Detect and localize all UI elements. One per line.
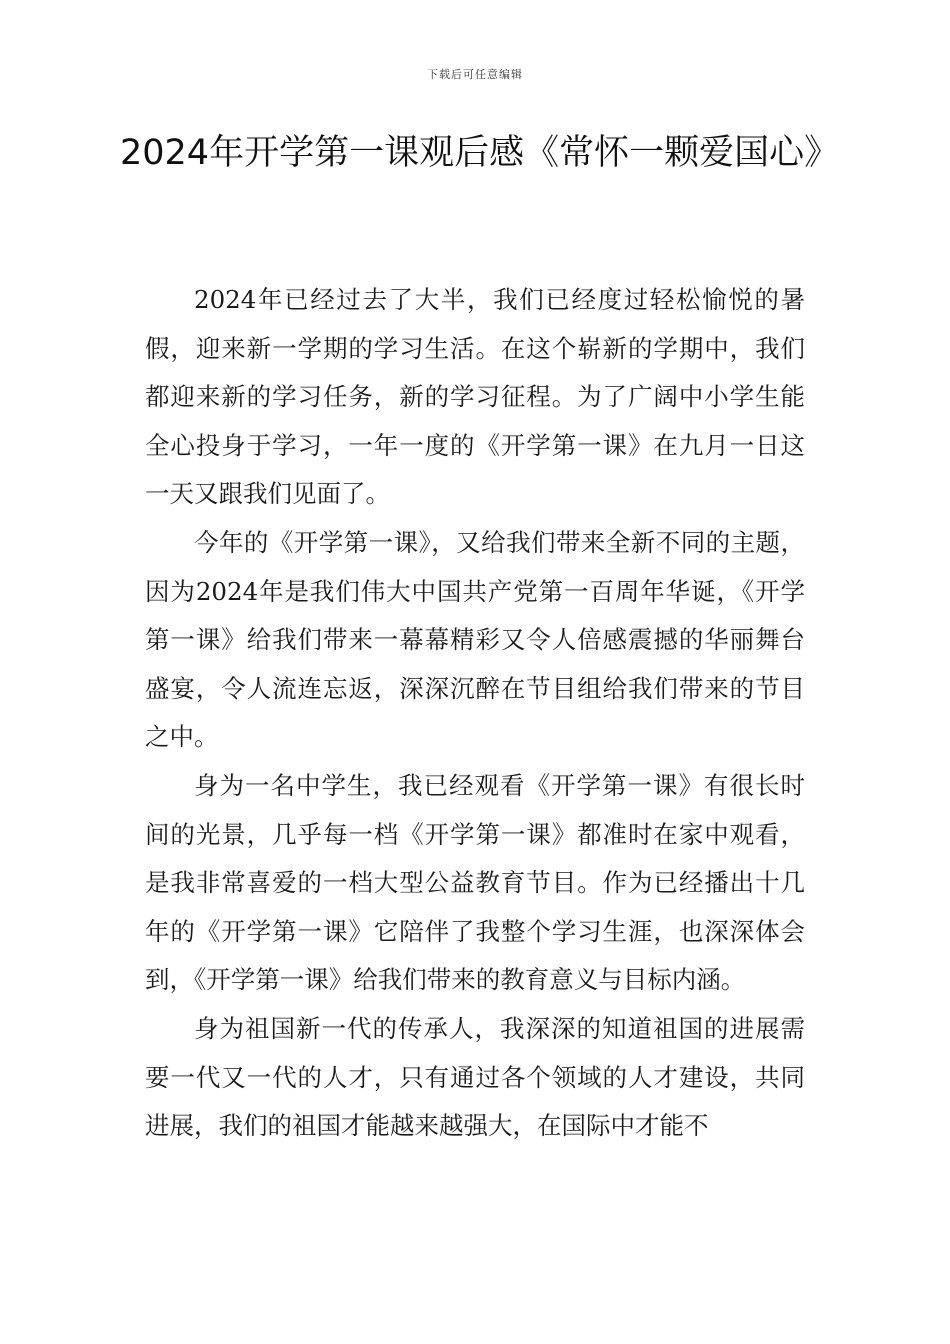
document-title: 2024年开学第一课观后感《常怀一颗爱国心》: [120, 133, 840, 173]
paragraph-2: 今年的《开学第一课》，又给我们带来全新不同的主题，因为2024年是我们伟大中国共产党第一百周年华诞，《开学第一课》给我们带来一幕幕精彩又令人倍感震撼的华丽舞台盛宴，令人流连忘返，深深沉醉在节目组给我们带来的节目之中。: [145, 527, 805, 752]
paragraph-4: 身为祖国新一代的传承人，我深深的知道祖国的进展需要一代又一代的人才，只有通过各个领域的人才建设，共同进展，我们的祖国才能越来越强大，在国际中才能不: [145, 1013, 805, 1141]
paragraph-1: 2024年已经过去了大半，我们已经度过轻松愉悦的暑假，迎来新一学期的学习生活。在这个崭新的学期中，我们都迎来新的学习任务，新的学习征程。为了广阔中小学生能全心投身于学习，一年一度的《开学第一课》在九月一日这一天又跟我们见面了。: [145, 285, 805, 509]
document-body: [145, 276, 805, 1151]
header-note: 下载后可任意编辑: [427, 68, 523, 81]
paragraph-3: 身为一名中学生，我已经观看《开学第一课》有很长时间的光景，几乎每一档《开学第一课》都准时在家中观看，是我非常喜爱的一档大型公益教育节目。作为已经播出十几年的《开学第一课》它陪伴了我整个学习生涯，也深深体会到，《开学第一课》给我们带来的教育意义与目标内涵。: [145, 770, 805, 995]
